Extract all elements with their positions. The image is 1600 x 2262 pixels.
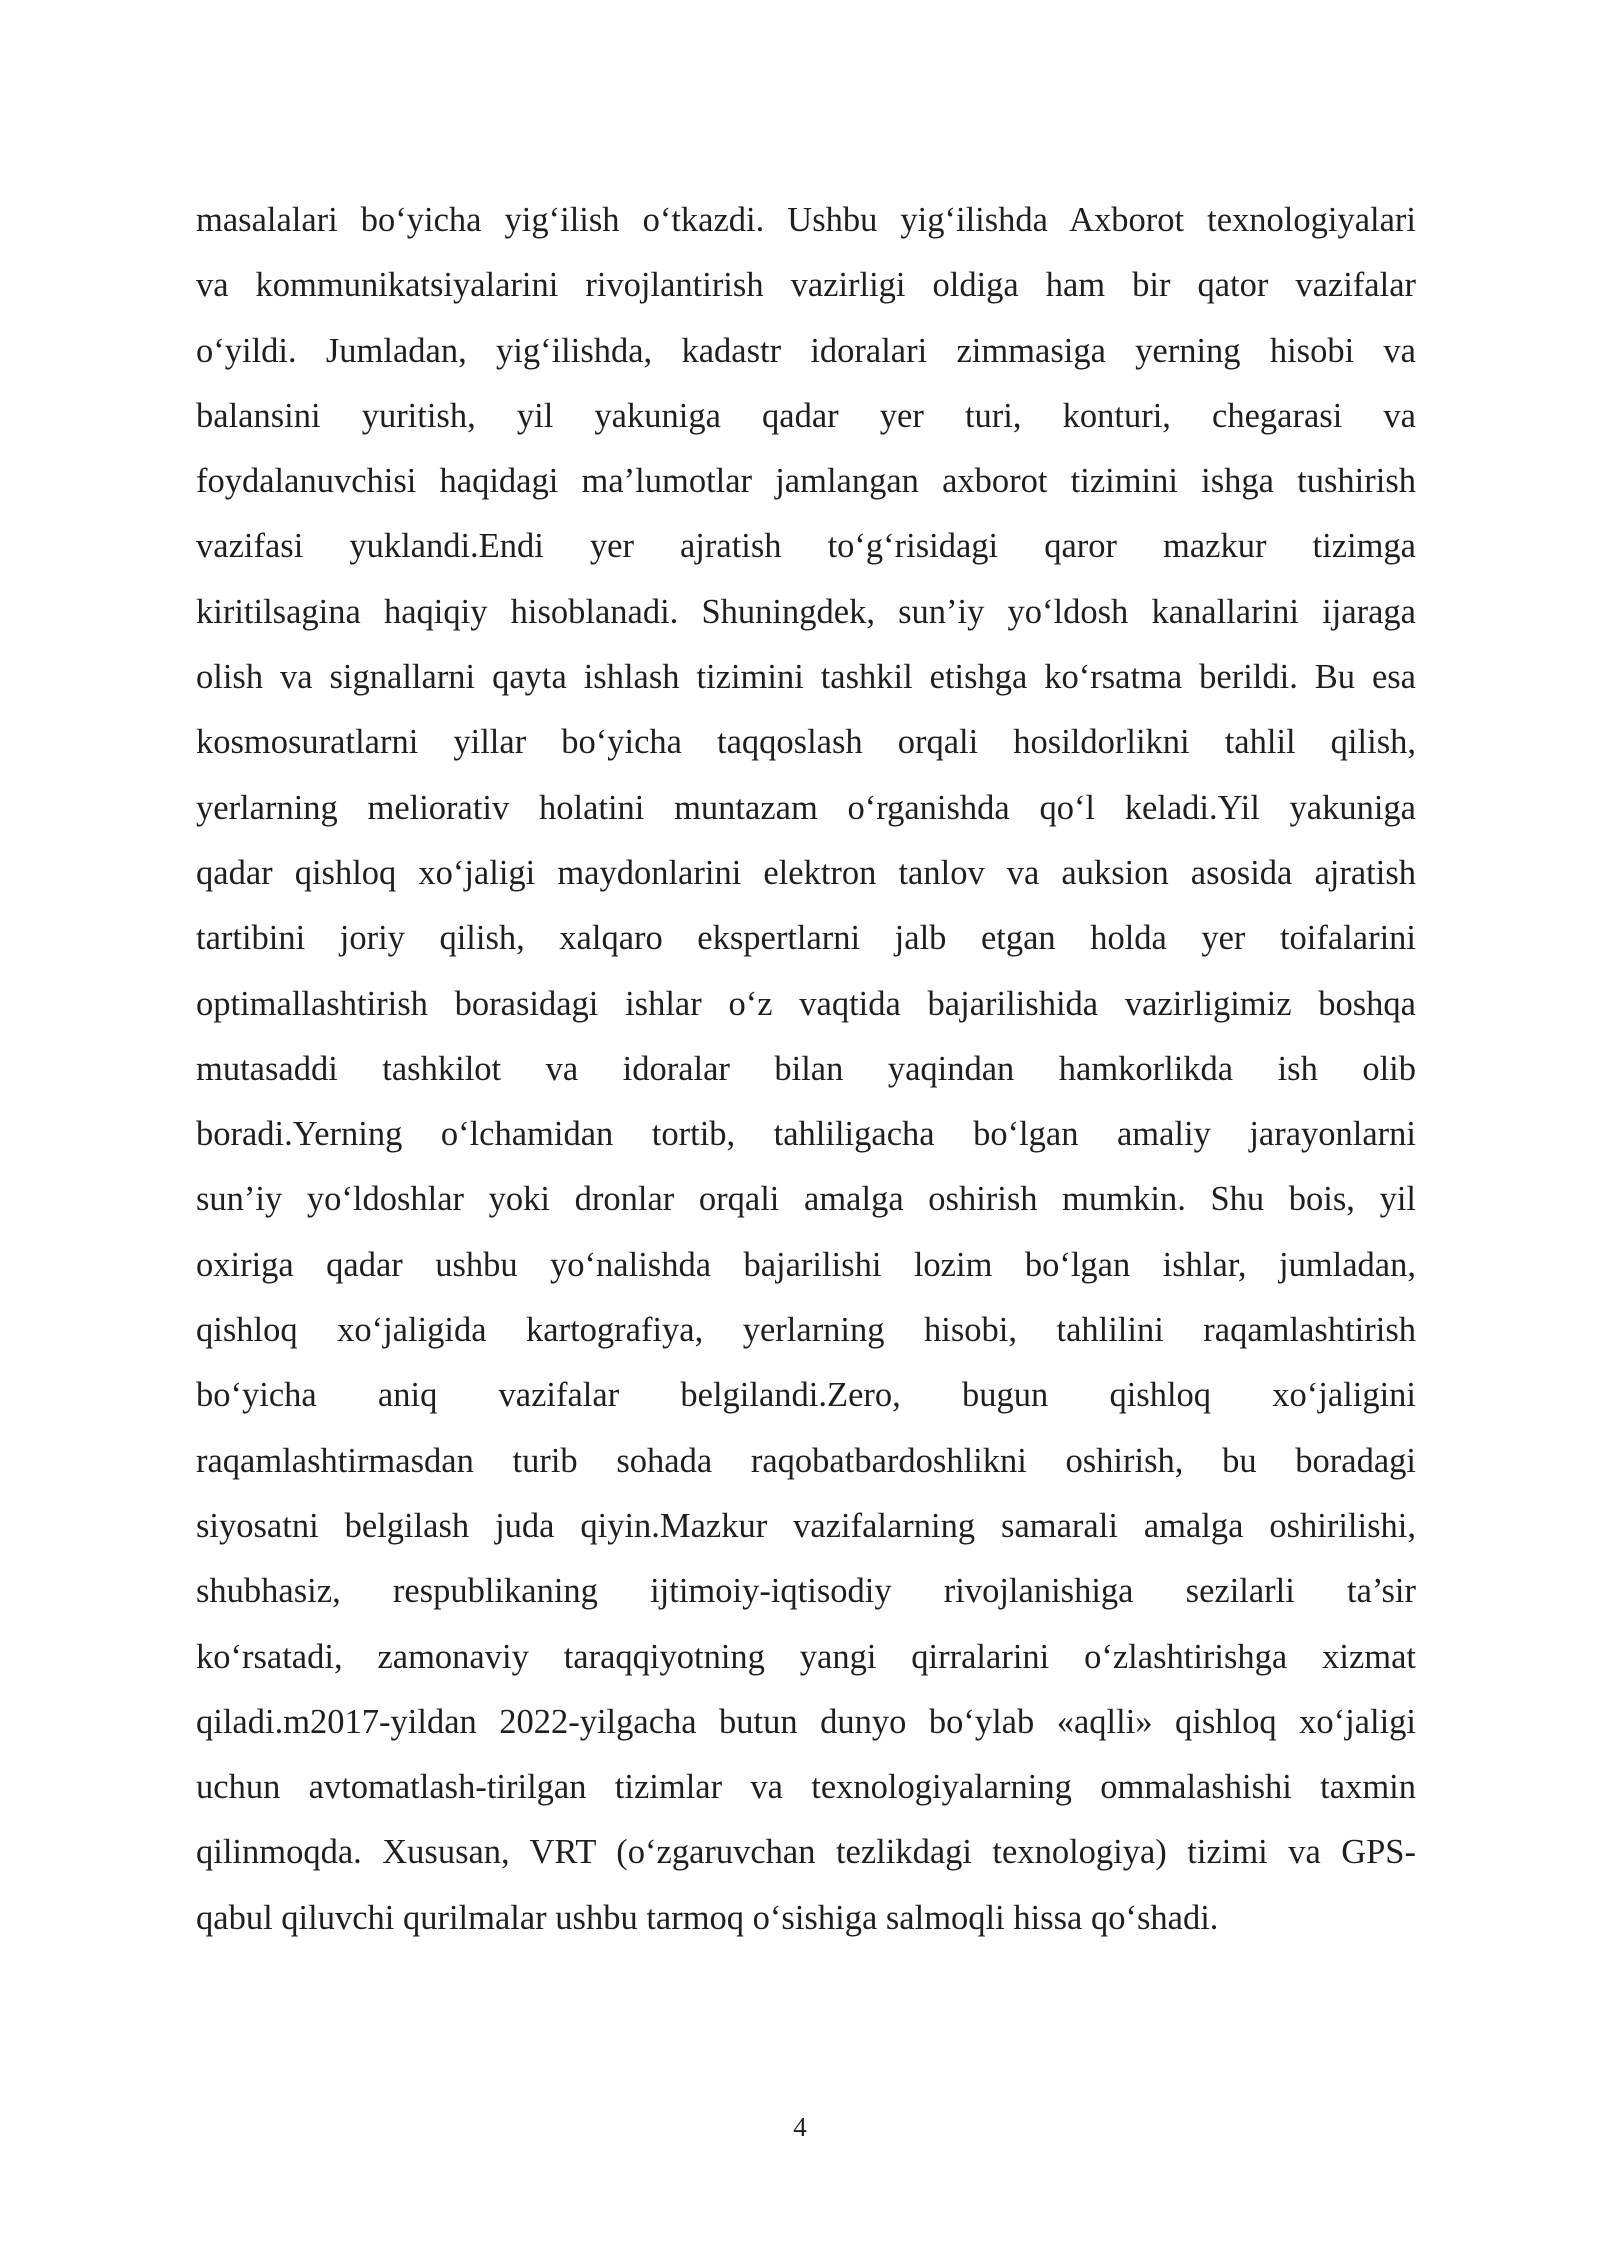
text-line: qishloq xo‘jaligida kartografiya, yerlarning hisobi, tahlilini raqamlashtirish (196, 1311, 1416, 1350)
text-line: oxiriga qadar ushbu yo‘nalishda bajarilishi lozim bo‘lgan ishlar, jumladan, (196, 1245, 1416, 1284)
text-line: shubhasiz, respublikaning ijtimoiy-iqtisodiy rivojlanishiga sezilarli ta’sir (196, 1572, 1416, 1611)
text-line: siyosatni belgilash juda qiyin.Mazkur vazifalarning samarali amalga oshirilishi, (196, 1506, 1416, 1545)
text-line: yerlarning meliorativ holatini muntazam o‘rganishda qo‘l keladi.Yil yakuniga (196, 788, 1416, 827)
text-line: tartibini joriy qilish, xalqaro ekspertlarni jalb etgan holda yer toifalarini (196, 919, 1416, 958)
text-line: olish va signallarni qayta ishlash tizimini tashkil etishga ko‘rsatma berildi. Bu esa (196, 658, 1416, 697)
text-line: bo‘yicha aniq vazifalar belgilandi.Zero, bugun qishloq xo‘jaligini (196, 1376, 1416, 1415)
text-line: qabul qiluvchi qurilmalar ushbu tarmoq o‘sishiga salmoqli hissa qo‘shadi. (196, 1898, 1219, 1937)
text-line: uchun avtomatlash-tirilgan tizimlar va texnologiyalarning ommalashishi taxmin (196, 1768, 1416, 1807)
text-line: o‘yildi. Jumladan, yig‘ilishda, kadastr idoralari zimmasiga yerning hisobi va (196, 331, 1416, 370)
text-line: vazifasi yuklandi.Endi yer ajratish to‘g‘risidagi qaror mazkur tizimga (196, 527, 1416, 566)
text-line: boradi.Yerning o‘lchamidan tortib, tahliligacha bo‘lgan amaliy jarayonlarni (196, 1115, 1416, 1154)
text-line: balansini yuritish, yil yakuniga qadar yer turi, konturi, chegarasi va (196, 396, 1416, 435)
body-text (196, 188, 1416, 1951)
text-line: optimallashtirish borasidagi ishlar o‘z vaqtida bajarilishida vazirligimiz boshqa (196, 984, 1416, 1023)
text-line: kiritilsagina haqiqiy hisoblanadi. Shuningdek, sun’iy yo‘ldosh kanallarini ijaraga (196, 592, 1416, 631)
text-line: foydalanuvchisi haqidagi ma’lumotlar jamlangan axborot tizimini ishga tushirish (196, 462, 1416, 501)
page-number: 4 (793, 2112, 807, 2142)
text-line: qadar qishloq xo‘jaligi maydonlarini elektron tanlov va auksion asosida ajratish (196, 853, 1416, 892)
text-line: sun’iy yo‘ldoshlar yoki dronlar orqali amalga oshirish mumkin. Shu bois, yil (196, 1180, 1416, 1219)
text-line: mutasaddi tashkilot va idoralar bilan yaqindan hamkorlikda ish olib (196, 1049, 1416, 1088)
text-line: qilinmoqda. Xususan, VRT (o‘zgaruvchan tezlikdagi texnologiya) tizimi va GPS- (196, 1833, 1416, 1872)
text-line: kosmosuratlarni yillar bo‘yicha taqqoslash orqali hosildorlikni tahlil qilish, (196, 723, 1416, 762)
text-line: qiladi.m2017-yildan 2022-yilgacha butun dunyo bo‘ylab «aqlli» qishloq xo‘jaligi (196, 1702, 1416, 1741)
text-line: ko‘rsatadi, zamonaviy taraqqiyotning yangi qirralarini o‘zlashtirishga xizmat (196, 1637, 1416, 1676)
text-line: raqamlashtirmasdan turib sohada raqobatbardoshlikni oshirish, bu boradagi (196, 1441, 1416, 1480)
text-line: va kommunikatsiyalarini rivojlantirish vazirligi oldiga ham bir qator vazifalar (196, 266, 1416, 305)
text-line: masalalari bo‘yicha yig‘ilish o‘tkazdi. Ushbu yig‘ilishda Axborot texnologiyalari (196, 201, 1416, 239)
